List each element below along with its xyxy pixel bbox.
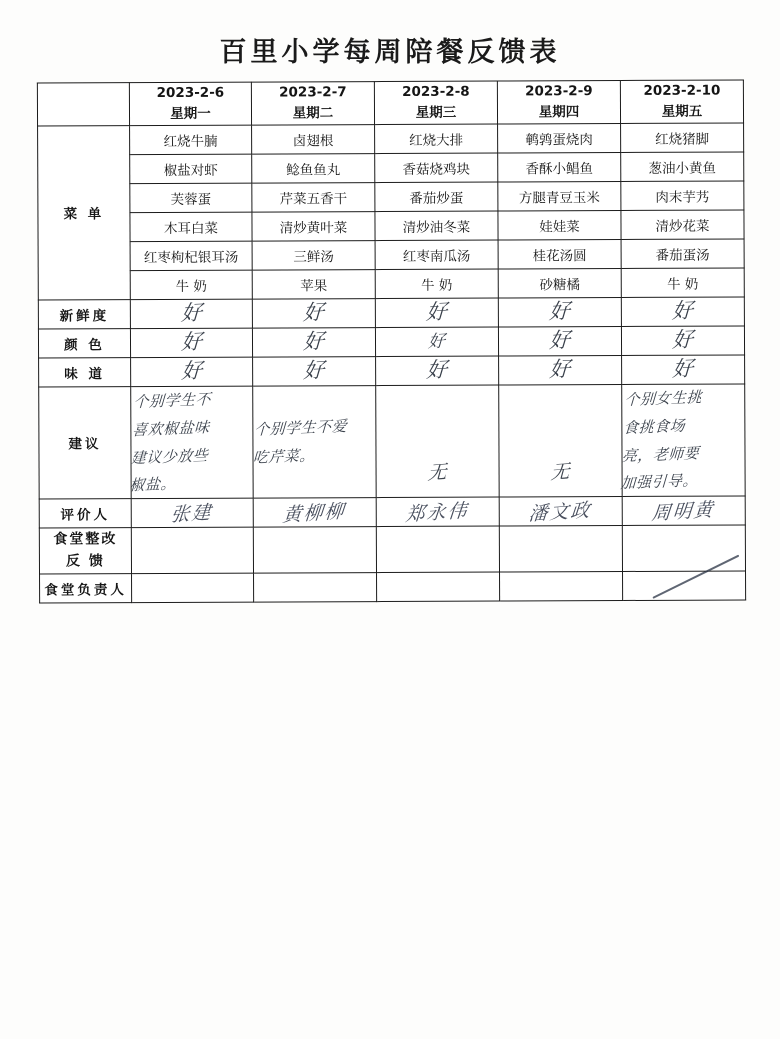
canteen-feedback-cell-3 xyxy=(376,526,499,572)
menu-cell-r4c5: 清炒花菜 xyxy=(621,210,744,240)
evaluator-cell-3 xyxy=(376,497,499,527)
handwriting: 好 xyxy=(548,298,572,325)
handwriting: 好 xyxy=(179,329,204,355)
handwriting: 好 xyxy=(302,357,326,384)
menu-cell-r2c4: 香酥小鲳鱼 xyxy=(498,152,621,182)
menu-cell-r4c1: 木耳白菜 xyxy=(130,212,252,242)
corner-blank-cell xyxy=(37,83,129,126)
row-label-suggestion: 建议 xyxy=(39,386,131,498)
header-date-2: 2023-2-7 xyxy=(279,84,347,101)
color-cell-4 xyxy=(498,326,621,356)
menu-cell-r5c1: 红枣枸杞银耳汤 xyxy=(130,241,252,271)
suggestion-cell-1 xyxy=(131,386,253,499)
canteen-feedback-cell-5 xyxy=(622,525,745,571)
header-weekday-4: 星期四 xyxy=(538,104,580,121)
row-label-taste: 味 道 xyxy=(39,357,131,386)
freshness-cell-4 xyxy=(498,297,621,327)
table-row xyxy=(38,152,744,184)
feedback-table-wrapper xyxy=(37,79,745,603)
weekly-meal-feedback-table xyxy=(37,79,746,603)
header-weekday-2: 星期二 xyxy=(292,105,334,122)
color-cell-2 xyxy=(252,327,375,357)
handwriting-note: 无 xyxy=(427,460,448,485)
menu-cell-r5c5: 番茄蛋汤 xyxy=(621,239,744,269)
handwriting: 好 xyxy=(548,327,572,354)
suggestion-cell-2 xyxy=(253,385,376,498)
evaluator-cell-1 xyxy=(131,498,253,528)
header-weekday-1: 星期一 xyxy=(170,105,211,122)
handwriting: 好 xyxy=(179,300,203,326)
taste-cell-2 xyxy=(253,356,376,386)
handwriting: 好 xyxy=(548,356,572,383)
header-weekday-5: 星期五 xyxy=(661,103,703,120)
taste-cell-4 xyxy=(499,355,622,385)
menu-cell-r1c2: 卤翅根 xyxy=(252,124,375,154)
evaluator-cell-2 xyxy=(253,497,376,527)
canteen-manager-cell-2 xyxy=(254,572,377,602)
header-date-4: 2023-2-9 xyxy=(525,83,593,100)
row-label-canteen-manager: 食堂负责人 xyxy=(40,573,132,602)
menu-cell-r6c5: 牛 奶 xyxy=(621,268,744,298)
color-cell-3 xyxy=(375,327,498,357)
taste-cell-5 xyxy=(622,355,745,385)
signature: 郑永伟 xyxy=(405,500,471,527)
menu-cell-r6c2: 苹果 xyxy=(252,269,375,299)
handwriting-note: 个别学生不爱 吃芹菜。 xyxy=(252,416,348,467)
taste-cell-3 xyxy=(376,356,499,386)
handwriting: 好 xyxy=(425,357,449,383)
menu-cell-r4c2: 清炒黄叶菜 xyxy=(252,211,375,241)
column-header-day-5 xyxy=(620,80,743,123)
menu-cell-r2c5: 葱油小黄鱼 xyxy=(621,152,744,182)
evaluator-cell-4 xyxy=(499,496,622,526)
table-row xyxy=(38,181,744,213)
menu-cell-r4c4: 娃娃菜 xyxy=(498,210,621,240)
table-row xyxy=(38,326,744,358)
column-header-day-2 xyxy=(251,82,374,125)
signature: 黄柳柳 xyxy=(282,500,348,527)
header-weekday-3: 星期三 xyxy=(415,104,457,121)
menu-cell-r1c1: 红烧牛腩 xyxy=(130,125,252,155)
handwriting: 好 xyxy=(671,327,695,353)
handwriting: 好 xyxy=(302,299,326,326)
handwriting-note: 无 xyxy=(550,460,571,484)
table-row xyxy=(38,239,744,271)
canteen-manager-cell-1 xyxy=(132,573,254,603)
table-row xyxy=(38,123,744,155)
menu-cell-r5c4: 桂花汤圆 xyxy=(498,239,621,269)
canteen-feedback-cell-2 xyxy=(253,526,376,572)
canteen-feedback-cell-4 xyxy=(499,525,622,571)
table-row xyxy=(38,210,744,242)
handwriting: 好 xyxy=(671,356,695,382)
color-cell-1 xyxy=(130,328,252,358)
signature: 潘文政 xyxy=(528,499,594,526)
canteen-feedback-label-line2: 反 馈 xyxy=(65,553,105,570)
row-label-canteen-feedback xyxy=(39,527,131,573)
canteen-feedback-cell-1 xyxy=(131,527,253,573)
row-label-evaluator: 评价人 xyxy=(39,498,131,527)
menu-cell-r6c3: 牛 奶 xyxy=(375,269,498,299)
taste-cell-1 xyxy=(131,357,253,387)
table-row xyxy=(40,571,746,603)
page-title: 百里小学每周陪餐反馈表 xyxy=(219,37,561,68)
row-label-color: 颜 色 xyxy=(38,328,130,357)
row-label-freshness: 新鲜度 xyxy=(38,299,130,328)
menu-cell-r3c1: 芙蓉蛋 xyxy=(130,183,252,213)
menu-cell-r4c3: 清炒油冬菜 xyxy=(375,211,498,241)
column-header-day-1 xyxy=(129,82,251,125)
handwriting: 好 xyxy=(671,298,695,324)
table-row xyxy=(39,525,745,574)
column-header-day-3 xyxy=(374,81,497,124)
column-header-day-4 xyxy=(497,80,620,123)
table-row xyxy=(39,355,745,387)
signature: 周明黄 xyxy=(651,498,717,526)
menu-cell-r5c3: 红枣南瓜汤 xyxy=(375,240,498,270)
canteen-manager-cell-5 xyxy=(623,571,746,601)
suggestion-cell-4 xyxy=(499,384,622,497)
menu-cell-r1c4: 鹌鹑蛋烧肉 xyxy=(498,123,621,153)
freshness-cell-5 xyxy=(621,297,744,327)
menu-cell-r1c3: 红烧大排 xyxy=(375,124,498,154)
canteen-feedback-label-line1: 食堂整改 xyxy=(53,531,118,548)
handwriting: 好 xyxy=(425,299,449,325)
freshness-cell-2 xyxy=(252,298,375,328)
freshness-cell-1 xyxy=(130,299,252,329)
row-label-menu: 菜 单 xyxy=(38,125,131,299)
header-date-5: 2023-2-10 xyxy=(643,82,721,99)
canteen-manager-cell-3 xyxy=(377,572,500,602)
signature: 张建 xyxy=(170,501,215,527)
handwriting: 好 xyxy=(180,358,204,384)
header-date-3: 2023-2-8 xyxy=(402,83,470,100)
menu-cell-r3c2: 芹菜五香干 xyxy=(252,182,375,212)
handwriting: 好 xyxy=(427,330,447,352)
handwriting: 好 xyxy=(302,328,326,355)
canteen-manager-cell-4 xyxy=(500,571,623,601)
menu-cell-r6c4: 砂糖橘 xyxy=(498,268,621,298)
suggestion-cell-3 xyxy=(376,385,499,498)
menu-cell-r1c5: 红烧猪脚 xyxy=(621,123,744,153)
color-cell-5 xyxy=(621,326,744,356)
menu-cell-r3c3: 番茄炒蛋 xyxy=(375,182,498,212)
table-row xyxy=(39,384,745,499)
menu-cell-r3c5: 肉末芋艿 xyxy=(621,181,744,211)
freshness-cell-3 xyxy=(375,298,498,328)
handwriting-note: 个别学生不 喜欢椒盐味 建议少放些 椒盐。 xyxy=(129,389,212,495)
menu-cell-r5c2: 三鲜汤 xyxy=(252,240,375,270)
menu-cell-r2c3: 香菇烧鸡块 xyxy=(375,153,498,183)
table-header-row xyxy=(37,80,743,126)
suggestion-cell-5 xyxy=(622,384,745,497)
header-date-1: 2023-2-6 xyxy=(156,84,225,102)
menu-cell-r3c4: 方腿青豆玉米 xyxy=(498,181,621,211)
handwriting-note: 个别女生挑 食挑食场 亮，老师要 加强引导。 xyxy=(620,387,703,493)
table-row xyxy=(39,496,745,528)
menu-cell-r2c2: 鲶鱼鱼丸 xyxy=(252,153,375,183)
menu-cell-r2c1: 椒盐对虾 xyxy=(130,154,252,184)
menu-cell-r6c1: 牛 奶 xyxy=(130,270,252,300)
table-row xyxy=(38,297,744,329)
table-row xyxy=(38,268,744,300)
evaluator-cell-5 xyxy=(622,496,745,526)
